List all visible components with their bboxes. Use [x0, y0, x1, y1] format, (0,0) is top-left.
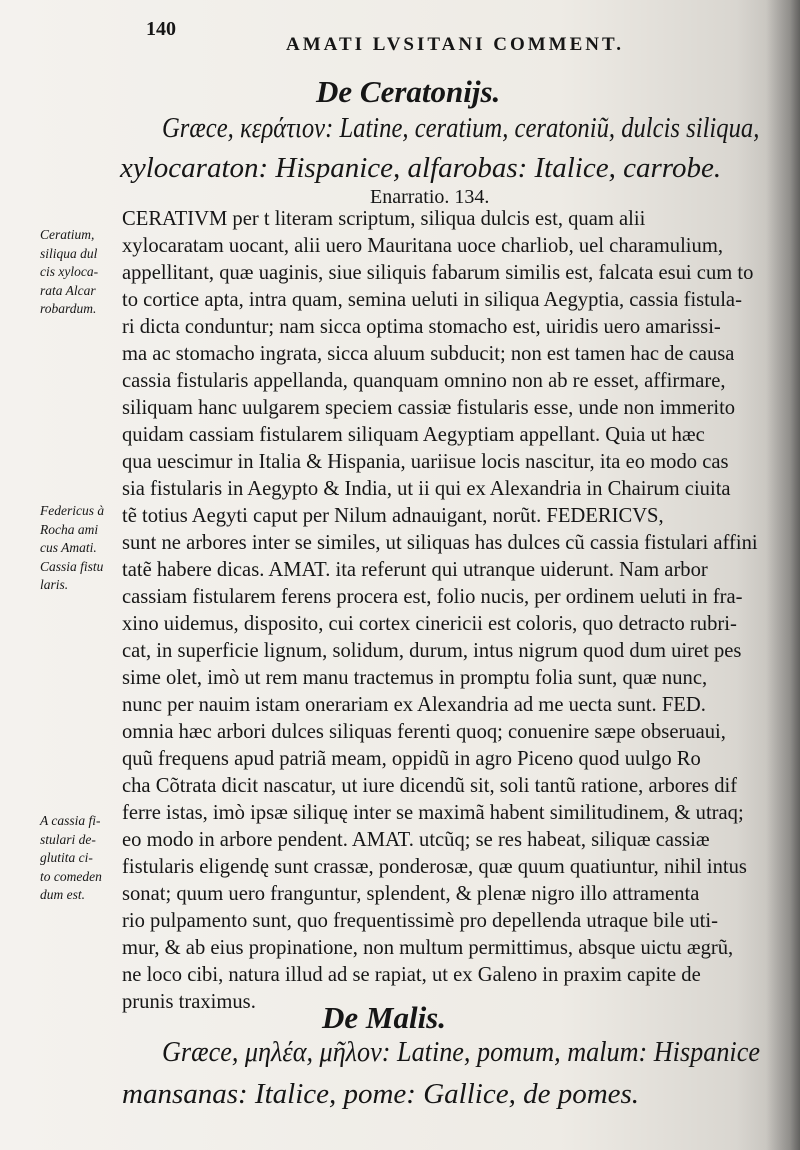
- narratio-number: Enarratio. 134.: [370, 186, 490, 208]
- margin-note-line: Rocha ami: [40, 521, 99, 537]
- margin-note-line: rata Alcar: [40, 282, 96, 298]
- text-line: quũ frequens apud patriã meam, oppidũ in agro Piceno quod uulgo Ro: [122, 748, 701, 770]
- margin-note-line: Federicus à: [40, 503, 105, 518]
- text-line: quidam cassiam fistularem siliquam Aegyptiam appellant. Quia ut hæc: [122, 424, 705, 446]
- margin-note-line: siliqua dul: [40, 245, 98, 261]
- section-title-mala: De Malis.: [322, 1000, 446, 1035]
- text-line: tẽ totius Aegyti caput per Nilum adnauigant, norũt. FEDERICVS,: [122, 505, 664, 527]
- margin-note-federicus: [40, 502, 124, 595]
- margin-note-line: robardum.: [40, 301, 97, 316]
- names-line-mala-1: Græce, μηλέα, μῆλον: Latine, pomum, malum: Hispanice: [162, 1036, 760, 1068]
- text-line: sia fistularis in Aegypto & India, ut ii qui ex Alexandria in Chairum ciuita: [122, 478, 731, 500]
- text-line: xino uidemus, disposito, cui cortex cinericii est coloris, quo detracto rubri-: [122, 613, 737, 635]
- text-line: eo modo in arbore pendent. AMAT. utcũq; se res habeat, siliquæ cassiæ: [122, 829, 710, 851]
- page-number: 140: [146, 18, 176, 40]
- body-text-ceratonia: [122, 206, 772, 1016]
- text-line: cassiam fistularem ferens procera est, folio nucis, per ordinem ueluti in fra-: [122, 586, 743, 608]
- margin-note-line: cis xyloca-: [40, 264, 99, 279]
- margin-note-ceratium: [40, 226, 124, 319]
- margin-note-line: A cassia fi-: [40, 813, 101, 828]
- margin-note-line: laris.: [40, 577, 69, 592]
- text-line: omnia hæc arbori dulces siliquas ferenti quoq; conuenire sæpe obseruaui,: [122, 721, 726, 743]
- text-line: cha Cõtrata dicit nascatur, ut iure dicendũ sit, soli tantũ ratione, arbores dif: [122, 775, 738, 797]
- text-line: nunc per nauim istam onerariam ex Alexandria ad me uecta sunt. FED.: [122, 694, 706, 716]
- text-line: sime olet, imò ut rem manu tractemus in promptu folia sunt, quæ nunc,: [122, 667, 708, 689]
- text-line: siliquam hanc uulgarem speciem cassiæ fistularis esse, unde non immerito: [122, 397, 736, 419]
- text-line: sunt ne arbores inter se similes, ut siliquas has dulces cũ cassia fistulari affini: [122, 532, 758, 554]
- margin-note-line: Ceratium,: [40, 227, 95, 242]
- text-line: appellitant, quæ uaginis, siue siliquis fabarum similis est, falcata esui cum to: [122, 262, 754, 284]
- text-line: sonat; quum uero franguntur, splendent, & plenæ nigro illo attramenta: [122, 883, 700, 905]
- text-line: mur, & ab eius propinatione, non multum permittimus, absque uictu ægrũ,: [122, 937, 734, 959]
- text-line: CERATIVM per t literam scriptum, siliqua dulcis est, quam alii: [122, 208, 646, 230]
- names-line-ceratonia-2: xylocaraton: Hispanice, alfarobas: Italice, carrobe.: [120, 152, 722, 184]
- margin-note-line: to comeden: [40, 868, 102, 884]
- margin-note-line: glutita ci-: [40, 850, 93, 865]
- section-title-ceratonia: De Ceratonijs.: [316, 74, 501, 109]
- text-line: to cortice apta, intra quam, semina ueluti in siliqua Aegyptia, cassia fistula-: [122, 289, 742, 311]
- margin-note-cassia: [40, 812, 124, 905]
- text-line: ferre istas, imò ipsæ siliquę inter se maximã habent similitudinem, & utraq;: [122, 802, 744, 824]
- text-line: rio pulpamento sunt, quo frequentissimè pro depellenda utraque bile uti-: [122, 910, 718, 932]
- names-line-ceratonia-1: Græce, κεράτιον: Latine, ceratium, ceratoniũ, dulcis siliqua,: [162, 112, 760, 144]
- margin-note-line: cus Amati.: [40, 540, 97, 555]
- text-line: xylocaratam uocant, alii uero Mauritana uoce charliob, uel charamulium,: [122, 235, 723, 257]
- text-line: ma ac stomacho ingrata, sicca aluum subducit; non est tamen hac de causa: [122, 343, 735, 365]
- running-head: AMATI LVSITANI COMMENT.: [286, 34, 625, 55]
- names-line-mala-2: mansanas: Italice, pome: Gallice, de pomes.: [122, 1078, 640, 1110]
- text-line: cat, in superficie lignum, solidum, durum, intus nigrum quod dum uiret pes: [122, 640, 742, 662]
- margin-note-line: Cassia fistu: [40, 558, 104, 574]
- margin-note-line: dum est.: [40, 887, 85, 902]
- text-line: prunis traximus.: [122, 991, 256, 1013]
- text-line: qua uescimur in Italia & Hispania, uariisue locis nascitur, ita eo modo cas: [122, 451, 729, 473]
- text-line: ri dicta conduntur; nam sicca optima stomacho est, uiridis uero amarissi-: [122, 316, 721, 338]
- text-line: tatẽ habere dicas. AMAT. ita referunt qui utranque uiderunt. Nam arbor: [122, 559, 708, 581]
- text-line: ne loco cibi, natura illud ad se rapiat, ut ex Galeno in praxim capite de: [122, 964, 701, 986]
- margin-note-line: stulari de-: [40, 831, 96, 847]
- text-line: cassia fistularis appellanda, quanquam omnino non ab re esset, affirmare,: [122, 370, 726, 392]
- text-line: fistularis eligendę sunt crassæ, ponderosæ, quæ quum quatiuntur, nihil intus: [122, 856, 747, 878]
